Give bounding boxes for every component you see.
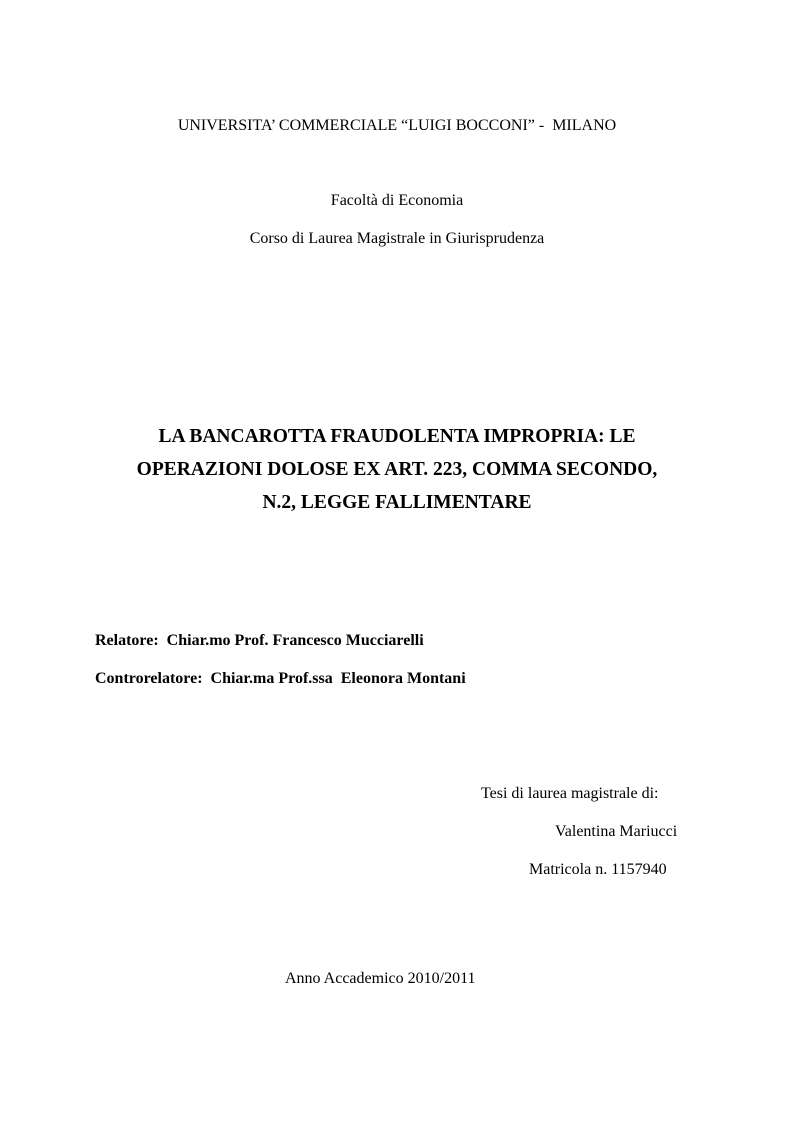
university-name: UNIVERSITA’ COMMERCIALE “LUIGI BOCCONI” - MILANO <box>177 117 617 134</box>
thesis-title <box>60 420 734 519</box>
author-matricola: Matricola n. 1157940 <box>529 861 667 878</box>
relatore-line: Relatore: Chiar.mo Prof. Francesco Mucciarelli <box>95 632 424 649</box>
author-name: Valentina Mariucci <box>555 823 678 840</box>
course-name: Corso di Laurea Magistrale in Giurisprudenza <box>249 230 545 247</box>
thesis-title-line-3: N.2, LEGGE FALLIMENTARE <box>262 492 532 513</box>
thesis-title-line-2: OPERAZIONI DOLOSE EX ART. 223, COMMA SECONDO, <box>136 459 658 480</box>
thesis-author-label: Tesi di laurea magistrale di: <box>481 785 659 802</box>
controrelatore-line: Controrelatore: Chiar.ma Prof.ssa Eleonora Montani <box>95 670 466 687</box>
academic-year: Anno Accademico 2010/2011 <box>285 970 476 987</box>
thesis-title-line-1: LA BANCAROTTA FRAUDOLENTA IMPROPRIA: LE <box>158 426 636 447</box>
faculty-name: Facoltà di Economia <box>330 192 464 209</box>
